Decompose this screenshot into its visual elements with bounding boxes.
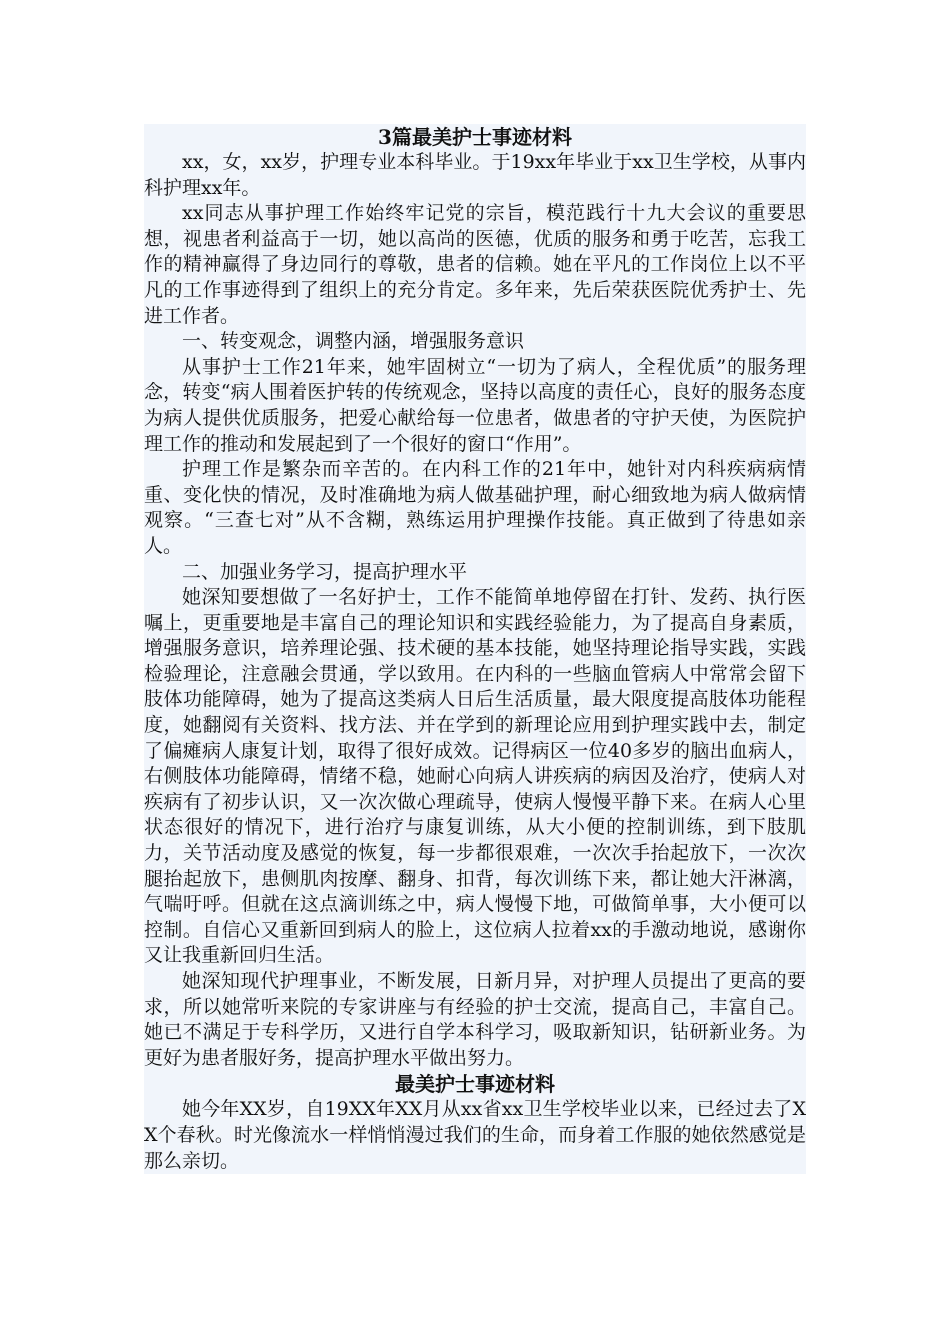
paragraph: 她深知现代护理事业，不断发展，日新月异，对护理人员提出了更高的要求，所以她常听来院的专家讲座与有经验的护士交流，提高自己，丰富自己。她已不满足于专科学历，又进行自学本科学习，吸取新知识，钻研新业务。为更好为患者服好务，提高护理水平做出努力。	[144, 970, 806, 1069]
paragraph-summary: xx同志从事护理工作始终牢记党的宗旨，模范践行十九大会议的重要思想，视患者利益高于一切，她以高尚的医德，优质的服务和勇于吃苦，忘我工作的精神赢得了身边同行的尊敬，患者的信赖。她在平凡的工作岗位上以不平凡的工作事迹得到了组织上的充分肯定。多年来，先后荣获医院优秀护士、先进工作者。	[144, 202, 806, 327]
paragraph-intro: xx，女，xx岁，护理专业本科毕业。于19xx年毕业于xx卫生学校，从事内科护理xx年。	[144, 151, 806, 199]
section-heading-1: 一、转变观念，调整内涵，增强服务意识	[182, 330, 525, 353]
paragraph: 从事护士工作21年来，她牢固树立“一切为了病人，全程优质”的服务理念，转变“病人围着医护转的传统观念，坚持以高度的责任心，良好的服务态度为病人提供优质服务，把爱心献给每一位患者，做患者的守护天使，为医院护理工作的推动和发展起到了一个很好的窗口“作用”。	[144, 355, 806, 455]
section-heading-2: 二、加强业务学习，提高护理水平	[182, 560, 468, 583]
article-1	[144, 124, 806, 1071]
paragraph: 她深知要想做了一名好护士，工作不能简单地停留在打针、发药、执行医嘱上，更重要地是丰富自己的理论知识和实践经验能力，为了提高自身素质，增强服务意识，培养理论强、技术硬的基本技能，她坚持理论指导实践，实践检验理论，注意融会贯通，学以致用。在内科的一些脑血管病人中常常会留下肢体功能障碍，她为了提高这类病人日后生活质量，最大限度提高肢体功能程度，她翻阅有关资料、找方法、并在学到的新理论应用到护理实践中去，制定了偏瘫病人康复计划，取得了很好成效。记得病区一位40多岁的脑出血病人，右侧肢体功能障碍，情绪不稳，她耐心向病人讲疾病的病因及治疗，使病人对疾病有了初步认识，又一次次做心理疏导，使病人慢慢平静下来。在病人心里状态很好的情况下，进行治疗与康复训练，从大小便的控制训练，到下肢肌力，关节活动度及感觉的恢复，每一步都很艰难，一次次手抬起放下，一次次腿抬起放下，患侧肌肉按摩、翻身、扣背，每次训练下来，都让她大汗淋漓，气喘吁呼。但就在这点滴训练之中，病人慢慢下地，可做简单事，大小便可以控制。自信心又重新回到病人的脸上，这位病人拉着xx的手激动地说，感谢你又让我重新回归生活。	[144, 586, 806, 967]
paragraph: 她今年XX岁，自19XX年XX月从xx省xx卫生学校毕业以来，已经过去了XX个春秋。时光像流水一样悄悄漫过我们的生命，而身着工作服的她依然感觉是那么亲切。	[144, 1098, 806, 1172]
document-body	[144, 124, 806, 1174]
article-2	[144, 1071, 806, 1174]
paragraph: 护理工作是繁杂而辛苦的。在内科工作的21年中，她针对内科疾病病情重、变化快的情况，及时准确地为病人做基础护理，耐心细致地为病人做病情观察。“三查七对”从不含糊，熟练运用护理操作技能。真正做到了待患如亲人。	[144, 458, 806, 557]
section-title: 最美护士事迹材料	[395, 1072, 555, 1097]
document-title: 3篇最美护士事迹材料	[378, 125, 572, 149]
